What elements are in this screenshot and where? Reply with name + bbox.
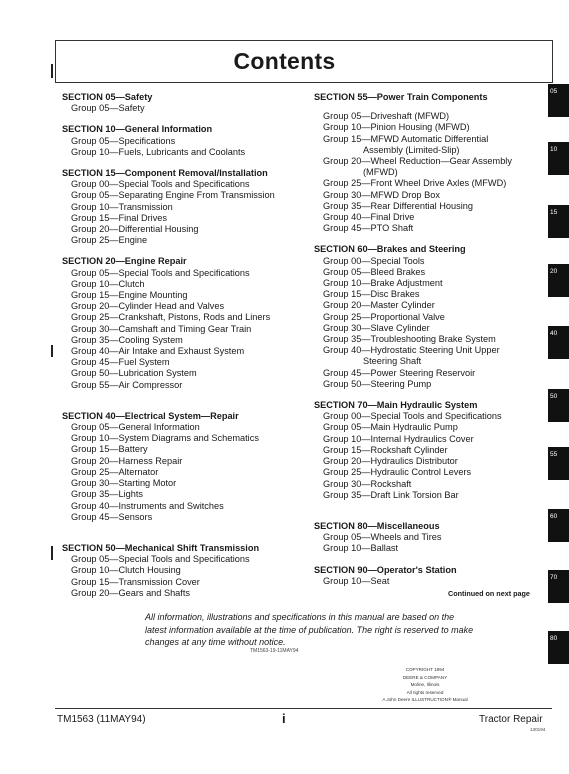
toc-item: Group 45—PTO Shaft <box>323 223 414 234</box>
toc-item: Group 05—Main Hydraulic Pump <box>323 422 458 433</box>
toc-item: Group 25—Front Wheel Drive Axles (MFWD) <box>323 178 507 189</box>
section-05-heading: SECTION 05—Safety <box>62 92 153 102</box>
toc-item: Group 15—Transmission Cover <box>71 576 200 587</box>
manual-number: TM1563 (11MAY94) <box>57 714 146 725</box>
toc-item: Group 40—Hydrostatic Steering Unit Upper <box>323 345 500 356</box>
section-tab-60[interactable]: 60 <box>548 509 569 542</box>
toc-item: Group 05—Special Tools and Specifications <box>71 554 250 565</box>
toc-item: Group 10—Pinion Housing (MFWD) <box>323 122 470 133</box>
section-tab-05[interactable]: 05 <box>548 84 569 117</box>
toc-item: Group 55—Air Compressor <box>71 379 183 390</box>
copyright-line: Moline, Illinois <box>410 682 440 688</box>
toc-item: Group 05—Special Tools and Specifications <box>71 267 250 278</box>
toc-item: Group 30—Starting Motor <box>71 478 177 489</box>
section-80-heading: SECTION 80—Miscellaneous <box>314 520 440 531</box>
manual-title: Tractor Repair <box>479 714 543 725</box>
toc-item: Group 35—Cooling System <box>71 334 183 345</box>
section-tab-15[interactable]: 15 <box>548 205 569 238</box>
toc-item: Group 10—Ballast <box>323 543 399 554</box>
toc-item: Group 05—Specifications <box>71 135 176 146</box>
page-title: Contents <box>233 48 336 74</box>
toc-item: Group 30—Slave Cylinder <box>323 322 430 333</box>
toc-item: Group 05—Separating Engine From Transmission <box>71 190 275 201</box>
toc-item: Group 25—Alternator <box>71 466 159 477</box>
section-40-heading: SECTION 40—Electrical System—Repair <box>62 410 239 421</box>
toc-item: Group 25—Crankshaft, Pistons, Rods and Liners <box>71 312 271 323</box>
toc-item: Group 00—Special Tools <box>323 255 425 266</box>
toc-item: Group 15—Disc Brakes <box>323 289 420 300</box>
toc-item: Group 50—Lubrication System <box>71 368 197 379</box>
toc-item: Group 35—Troubleshooting Brake System <box>323 334 496 345</box>
toc-item: Group 35—Rear Differential Housing <box>323 200 473 211</box>
section-20-heading: SECTION 20—Engine Repair <box>62 256 187 267</box>
section-tab-20[interactable]: 20 <box>548 264 569 297</box>
change-bar <box>51 345 53 357</box>
copyright-line: COPYRIGHT 1994 <box>405 667 445 672</box>
toc-item: Group 10—Brake Adjustment <box>323 278 443 289</box>
toc-item: Group 20—Hydraulics Distributor <box>323 456 458 467</box>
copyright-line: DEERE & COMPANY <box>402 674 448 680</box>
toc-item: Group 20—Wheel Reduction—Gear Assembly <box>323 156 512 167</box>
section-tab-55[interactable]: 55 <box>548 447 569 480</box>
toc-item: Group 05—General Information <box>71 422 200 433</box>
toc-item: Group 45—Sensors <box>71 511 153 522</box>
footer-code: 130194 <box>530 727 546 732</box>
section-55-heading: SECTION 55—Power Train Components <box>314 92 488 102</box>
toc-item: Group 15—Rockshaft Cylinder <box>323 444 448 455</box>
toc-item: Group 05—Driveshaft (MFWD) <box>323 111 450 122</box>
toc-item-continuation: Assembly (Limited-Slip) <box>363 144 460 155</box>
page-number: i <box>282 711 286 726</box>
continued-note: Continued on next page <box>448 589 530 598</box>
toc-item: Group 15—Battery <box>71 444 148 455</box>
section-50-heading: SECTION 50—Mechanical Shift Transmission <box>62 542 260 553</box>
toc-item: Group 35—Lights <box>71 489 144 500</box>
section-tab-40[interactable]: 40 <box>548 326 569 359</box>
section-90-heading: SECTION 90—Operator's Station <box>314 564 457 575</box>
toc-item: Group 05—Bleed Brakes <box>323 266 426 277</box>
toc-item: Group 10—Clutch Housing <box>71 565 181 576</box>
toc-item: Group 05—Wheels and Tires <box>323 532 442 543</box>
toc-item: Group 45—Fuel System <box>71 357 170 368</box>
section-10-heading: SECTION 10—General Information <box>62 124 213 135</box>
header-divider <box>55 82 552 83</box>
toc-item: Group 25—Proportional Valve <box>323 311 445 322</box>
toc-item: Group 05—Safety <box>71 103 145 114</box>
footer-divider <box>55 708 552 709</box>
toc-item: Group 35—Draft Link Torsion Bar <box>323 489 459 500</box>
toc-item: Group 10—Clutch <box>71 278 145 289</box>
section-15-heading: SECTION 15—Component Removal/Installation <box>62 168 268 179</box>
contents-left-column <box>62 92 302 599</box>
notice-code: TM1563-19-11MAY94 <box>250 648 299 654</box>
copyright-block <box>360 666 490 704</box>
section-tab-10[interactable]: 10 <box>548 142 569 175</box>
toc-item: Group 45—Power Steering Reservoir <box>323 367 476 378</box>
publication-notice: All information, illustrations and specifications in this manual are based on the latest information available at the time of publication. The right is reserved to make changes at any time without notice. <box>145 612 474 647</box>
toc-item: Group 10—Fuels, Lubricants and Coolants <box>71 146 246 157</box>
section-70-heading: SECTION 70—Main Hydraulic System <box>314 400 478 411</box>
section-tab-80[interactable]: 80 <box>548 631 569 664</box>
change-bar <box>51 546 53 560</box>
toc-item: Group 20—Master Cylinder <box>323 300 435 311</box>
toc-item-continuation: Steering Shaft <box>363 356 422 367</box>
toc-item: Group 10—Internal Hydraulics Cover <box>323 433 474 444</box>
toc-item-continuation: (MFWD) <box>363 167 398 178</box>
toc-item: Group 30—Camshaft and Timing Gear Train <box>71 323 252 334</box>
change-bar <box>51 64 53 78</box>
toc-item: Group 20—Cylinder Head and Valves <box>71 301 225 312</box>
toc-item: Group 40—Instruments and Switches <box>71 500 224 511</box>
toc-item: Group 00—Special Tools and Specifications <box>323 411 502 422</box>
toc-item: Group 20—Harness Repair <box>71 455 183 466</box>
copyright-line: All rights reserved <box>406 689 444 695</box>
toc-item: Group 30—MFWD Drop Box <box>323 189 440 200</box>
toc-item: Group 10—System Diagrams and Schematics <box>71 433 259 444</box>
section-60-heading: SECTION 60—Brakes and Steering <box>314 244 466 255</box>
contents-right-column <box>314 92 550 587</box>
toc-item: Group 40—Final Drive <box>323 212 415 223</box>
section-tab-50[interactable]: 50 <box>548 389 569 422</box>
toc-item: Group 20—Differential Housing <box>71 224 199 235</box>
toc-item: Group 30—Rockshaft <box>323 478 412 489</box>
toc-item: Group 10—Seat <box>323 575 390 586</box>
toc-item: Group 50—Steering Pump <box>323 378 432 389</box>
toc-item: Group 25—Hydraulic Control Levers <box>323 467 472 478</box>
toc-item: Group 10—Transmission <box>71 201 173 212</box>
toc-item: Group 20—Gears and Shafts <box>71 587 190 598</box>
copyright-line: A John Deere ILLUSTRUCTION® Manual <box>382 697 468 703</box>
toc-item: Group 15—Final Drives <box>71 212 167 223</box>
section-tab-70[interactable]: 70 <box>548 570 569 603</box>
toc-item: Group 15—MFWD Automatic Differential <box>323 133 489 144</box>
toc-item: Group 00—Special Tools and Specifications <box>71 179 250 190</box>
toc-item: Group 25—Engine <box>71 235 148 246</box>
toc-item: Group 15—Engine Mounting <box>71 290 188 301</box>
toc-item: Group 40—Air Intake and Exhaust System <box>71 346 245 357</box>
